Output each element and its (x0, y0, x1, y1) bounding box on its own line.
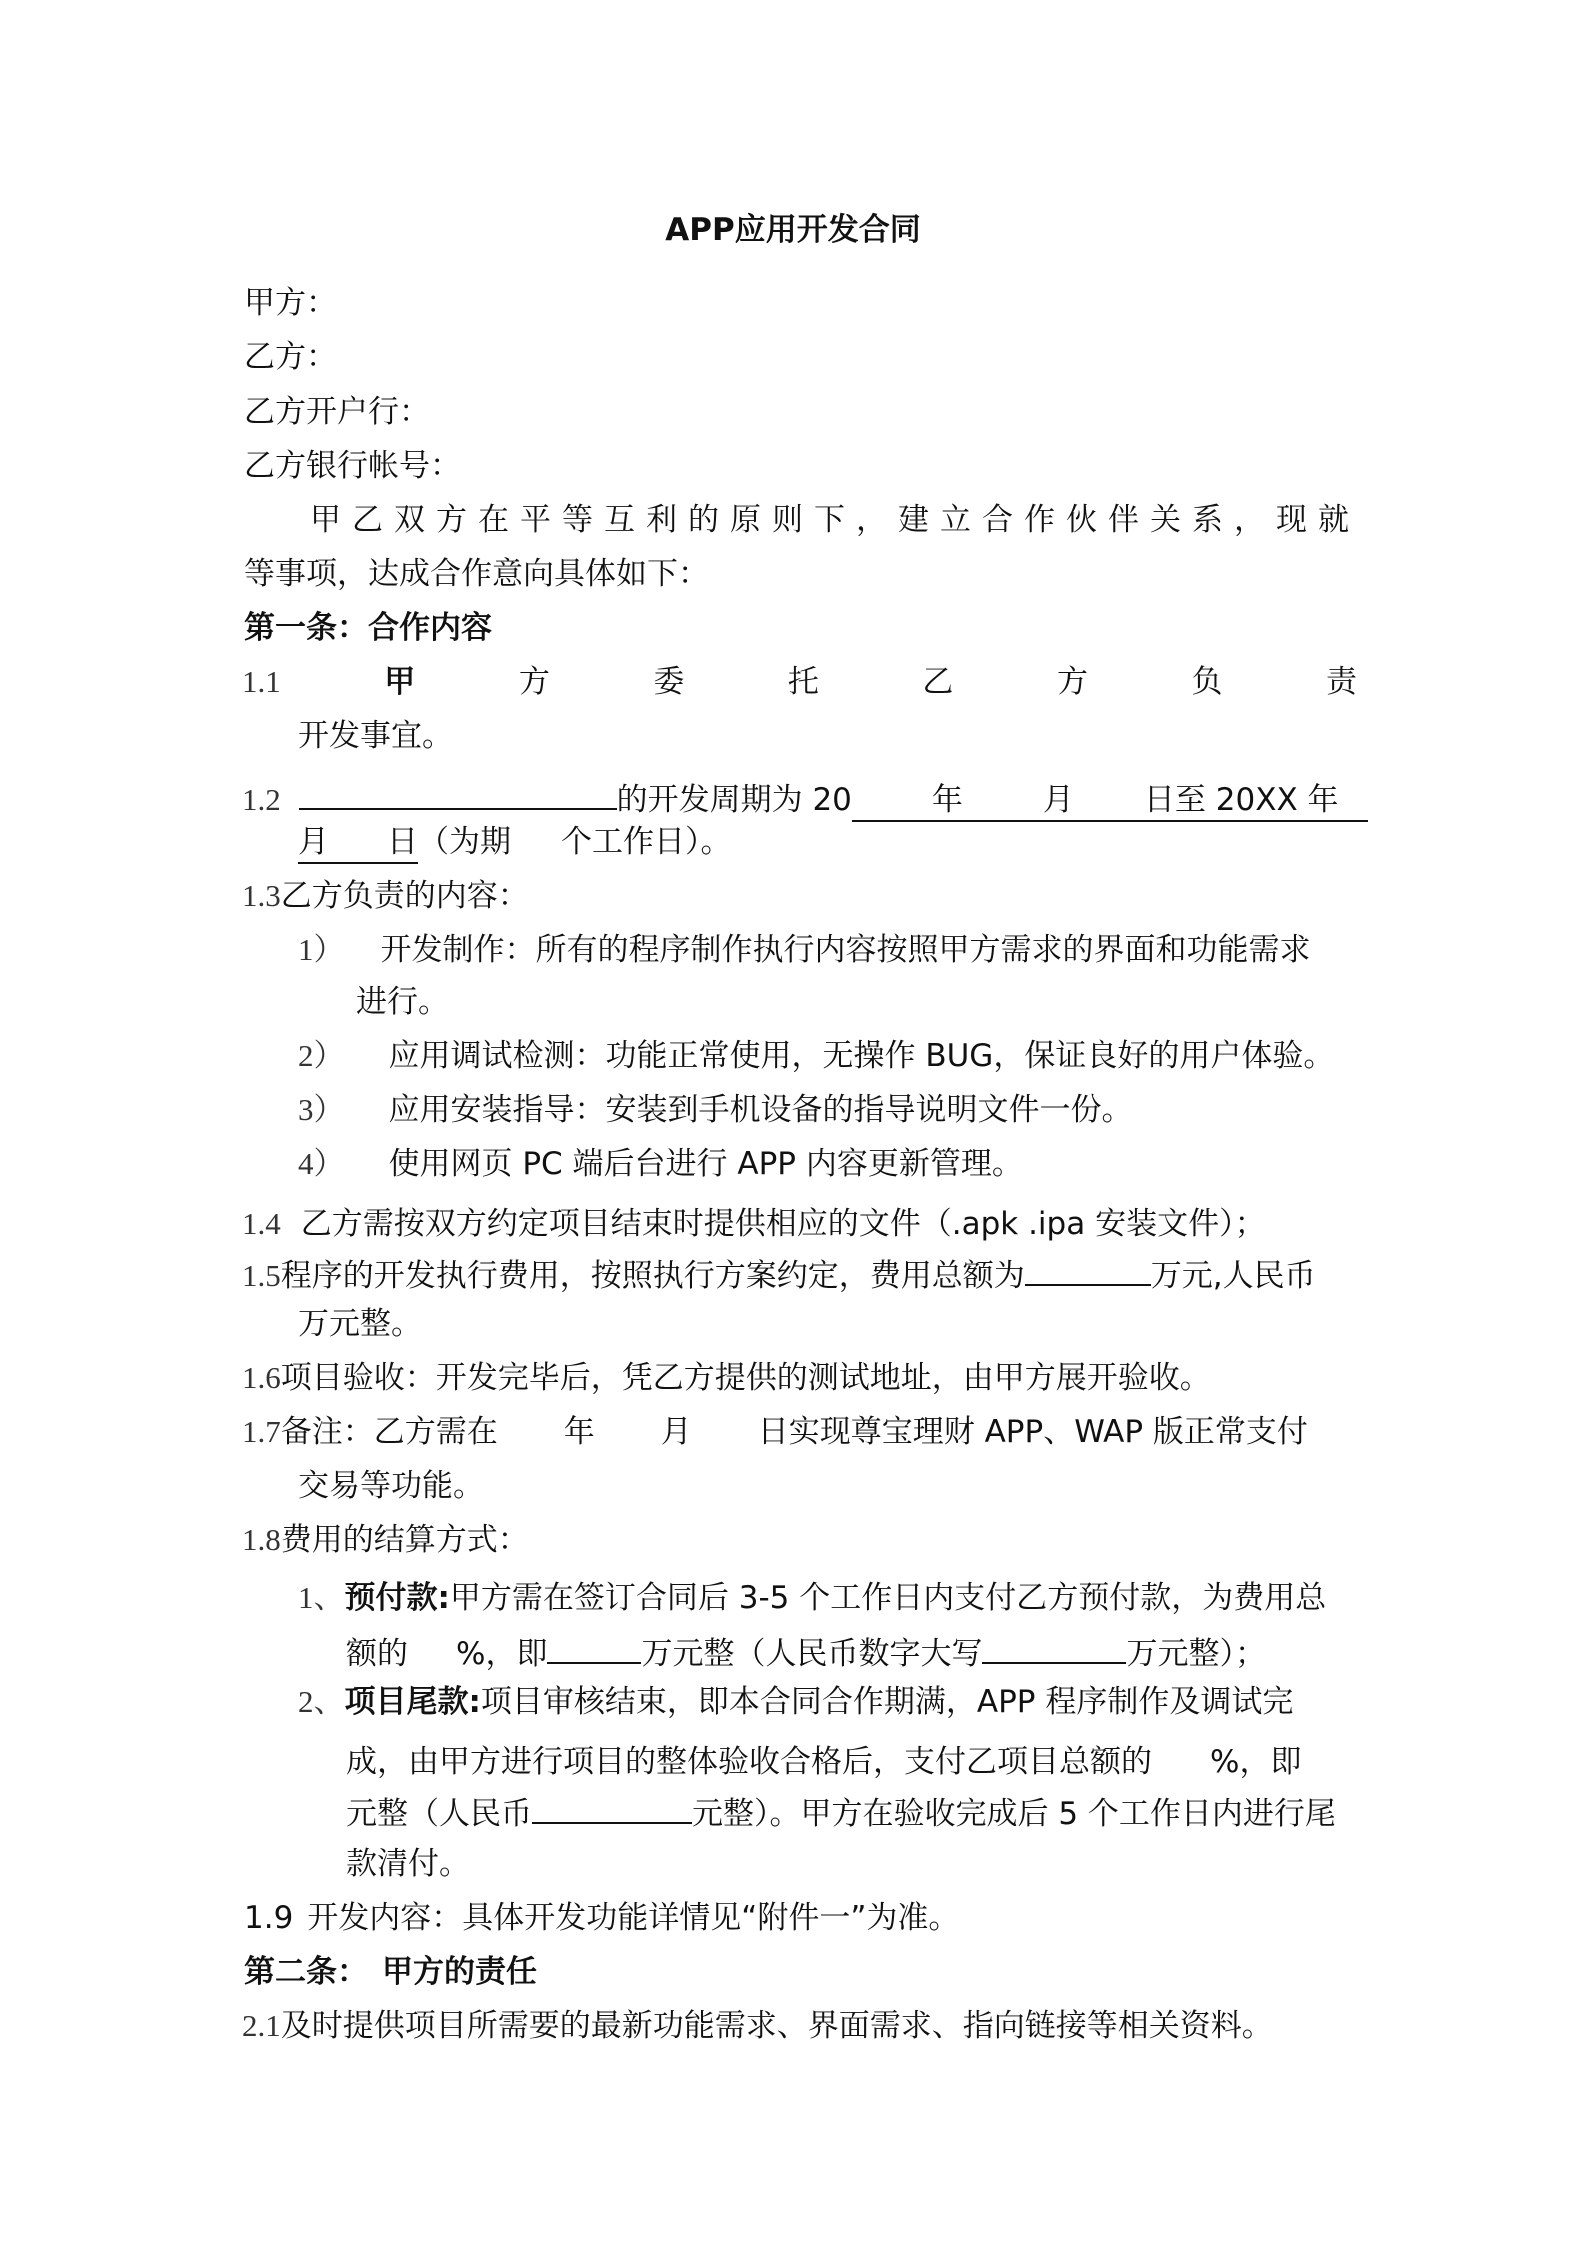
list-text: 应用调试检测：功能正常使用，无操作 BUG，保证良好的用户体验。 (388, 1038, 1335, 1074)
clause-number: 2.1 (242, 2008, 281, 2043)
clause-number: 1.5 (242, 1258, 281, 1293)
payment-label: 项目尾款: (344, 1684, 481, 1720)
list-number: 3） (298, 1092, 345, 1127)
clause-number: 1.9 (244, 1900, 294, 1936)
account-label: 乙方银行帐号： (244, 448, 461, 484)
clause-1-1-continued: 开发事宜。 (298, 718, 453, 754)
year-label: 年 (563, 1414, 595, 1450)
clause-1-3 (242, 876, 529, 916)
blank-line (532, 1790, 692, 1824)
month-label: 月 (298, 824, 329, 860)
payment-text: 项目审核结束，即本合同合作期满，APP 程序制作及调试完 (480, 1684, 1294, 1720)
clause-number: 1.8 (242, 1522, 281, 1557)
clause-text: 费用的结算方式： (280, 1522, 529, 1558)
blank-line (1025, 1252, 1151, 1286)
list-number: 1、 (298, 1580, 345, 1615)
list-item (298, 1090, 1133, 1130)
payment-text: 甲方需在签订合同后 3-5 个工作日内支付乙方预付款，为费用总 (449, 1580, 1327, 1616)
clause-number: 1.2 (242, 782, 281, 817)
payment-text: 额的 (346, 1636, 408, 1672)
clause-text: 乙方负责的内容： (280, 878, 529, 914)
list-item (298, 1144, 1023, 1184)
clause-1-5-continued: 万元整。 (298, 1306, 422, 1342)
payment-text: %，即 (456, 1636, 548, 1672)
intro-line-1: 甲乙双方在平等互利的原则下，建立合作伙伴关系，现就 (310, 502, 1360, 538)
clause-char: 乙 (922, 664, 954, 700)
payment-item-continued (346, 1742, 1301, 1782)
clause-char: 甲 (384, 664, 416, 700)
clause-char: 方 (1056, 664, 1088, 700)
list-text: 开发制作：所有的程序制作执行内容按照甲方需求的界面和功能需求 (380, 932, 1311, 968)
clause-text: 开发内容：具体开发功能详情见“附件一”为准。 (307, 1900, 960, 1936)
blank-line (547, 1630, 641, 1664)
clause-number: 1.3 (242, 878, 281, 913)
clause-1-9 (244, 1898, 959, 1938)
blank-line (299, 776, 617, 810)
payment-text: 元整）。甲方在验收完成后 5 个工作日内进行尾 (692, 1796, 1336, 1832)
bank-label: 乙方开户行： (244, 394, 430, 430)
party-b-label: 乙方： (244, 339, 337, 375)
article-1-title: 第一条：合作内容 (244, 610, 492, 646)
month-label: 月 (1042, 782, 1074, 818)
clause-1-8 (242, 1520, 529, 1560)
list-number: 4） (298, 1146, 345, 1181)
clause-char: 委 (653, 664, 685, 700)
list-number: 2） (298, 1038, 345, 1073)
payment-text: 成，由甲方进行项目的整体验收合格后，支付乙项目总额的 (346, 1744, 1152, 1780)
clause-char: 方 (518, 664, 550, 700)
clause-text: 万元,人民币 (1150, 1258, 1316, 1294)
payment-label: 预付款: (344, 1580, 450, 1616)
intro-line-2: 等事项，达成合作意向具体如下： (244, 556, 709, 592)
day-label: 日 (387, 824, 418, 860)
list-text: 应用安装指导：安装到手机设备的指导说明文件一份。 (388, 1092, 1133, 1128)
year-label: 年 (931, 782, 963, 818)
clause-1-2 (242, 776, 1368, 822)
clause-number: 1.7 (242, 1414, 281, 1449)
dev-period-text: 的开发周期为 20 (616, 782, 852, 818)
clause-char: 责 (1326, 664, 1357, 700)
clause-text: 程序的开发执行费用，按照执行方案约定，费用总额为 (280, 1258, 1025, 1294)
month-label: 月 (660, 1414, 692, 1450)
clause-1-7-continued: 交易等功能。 (298, 1468, 484, 1504)
clause-1-7 (242, 1412, 1308, 1452)
date-range-end: 日至 20XX 年 (1143, 782, 1339, 818)
clause-char: 负 (1191, 664, 1223, 700)
payment-item (298, 1578, 1326, 1618)
list-item (298, 930, 1311, 970)
clause-1-1-spread (242, 662, 1357, 702)
list-number: 1） (298, 932, 345, 967)
list-text: 使用网页 PC 端后台进行 APP 内容更新管理。 (388, 1146, 1023, 1182)
payment-item (298, 1682, 1293, 1722)
article-label: 第二条： (244, 1954, 368, 1990)
party-a-label: 甲方： (244, 285, 337, 321)
payment-text: 万元整）； (1126, 1636, 1266, 1672)
list-item-continued: 进行。 (356, 984, 449, 1020)
clause-1-2-continued (298, 822, 732, 864)
clause-1-1 (242, 662, 1357, 702)
clause-1-4 (242, 1204, 1266, 1244)
clause-1-5 (242, 1252, 1316, 1296)
list-number: 2、 (298, 1684, 345, 1719)
clause-char: 托 (787, 664, 819, 700)
clause-text: 备注：乙方需在 (280, 1414, 498, 1450)
clause-text: 日实现尊宝理财 APP、WAP 版正常支付 (757, 1414, 1308, 1450)
list-item (298, 1036, 1334, 1076)
period-label: （为期 (418, 824, 511, 860)
clause-number: 1.1 (242, 664, 281, 699)
page-title: APP应用开发合同 (665, 212, 921, 248)
clause-text: 乙方需按双方约定项目结束时提供相应的文件（.apk .ipa 安装文件）； (300, 1206, 1266, 1242)
payment-text: 元整（人民币 (346, 1796, 532, 1832)
payment-item-continued: 款清付。 (346, 1846, 470, 1882)
clause-number: 1.6 (242, 1360, 281, 1395)
workday-label: 个工作日）。 (561, 824, 732, 860)
clause-text: 项目验收：开发完毕后，凭乙方提供的测试地址，由甲方展开验收。 (280, 1360, 1211, 1396)
clause-1-6 (242, 1358, 1211, 1398)
payment-item-continued (346, 1630, 1266, 1674)
date-underline (852, 780, 1368, 822)
clause-2-1 (242, 2006, 1273, 2046)
payment-item-continued (346, 1790, 1336, 1834)
payment-text: %，即 (1210, 1744, 1302, 1780)
payment-text: 万元整（人民币数字大写 (641, 1636, 983, 1672)
article-2-title (244, 1952, 537, 1992)
article-subtitle: 甲方的责任 (382, 1954, 537, 1990)
blank-line (982, 1630, 1126, 1664)
clause-text: 及时提供项目所需要的最新功能需求、界面需求、指向链接等相关资料。 (280, 2008, 1273, 2044)
clause-number: 1.4 (242, 1206, 281, 1241)
